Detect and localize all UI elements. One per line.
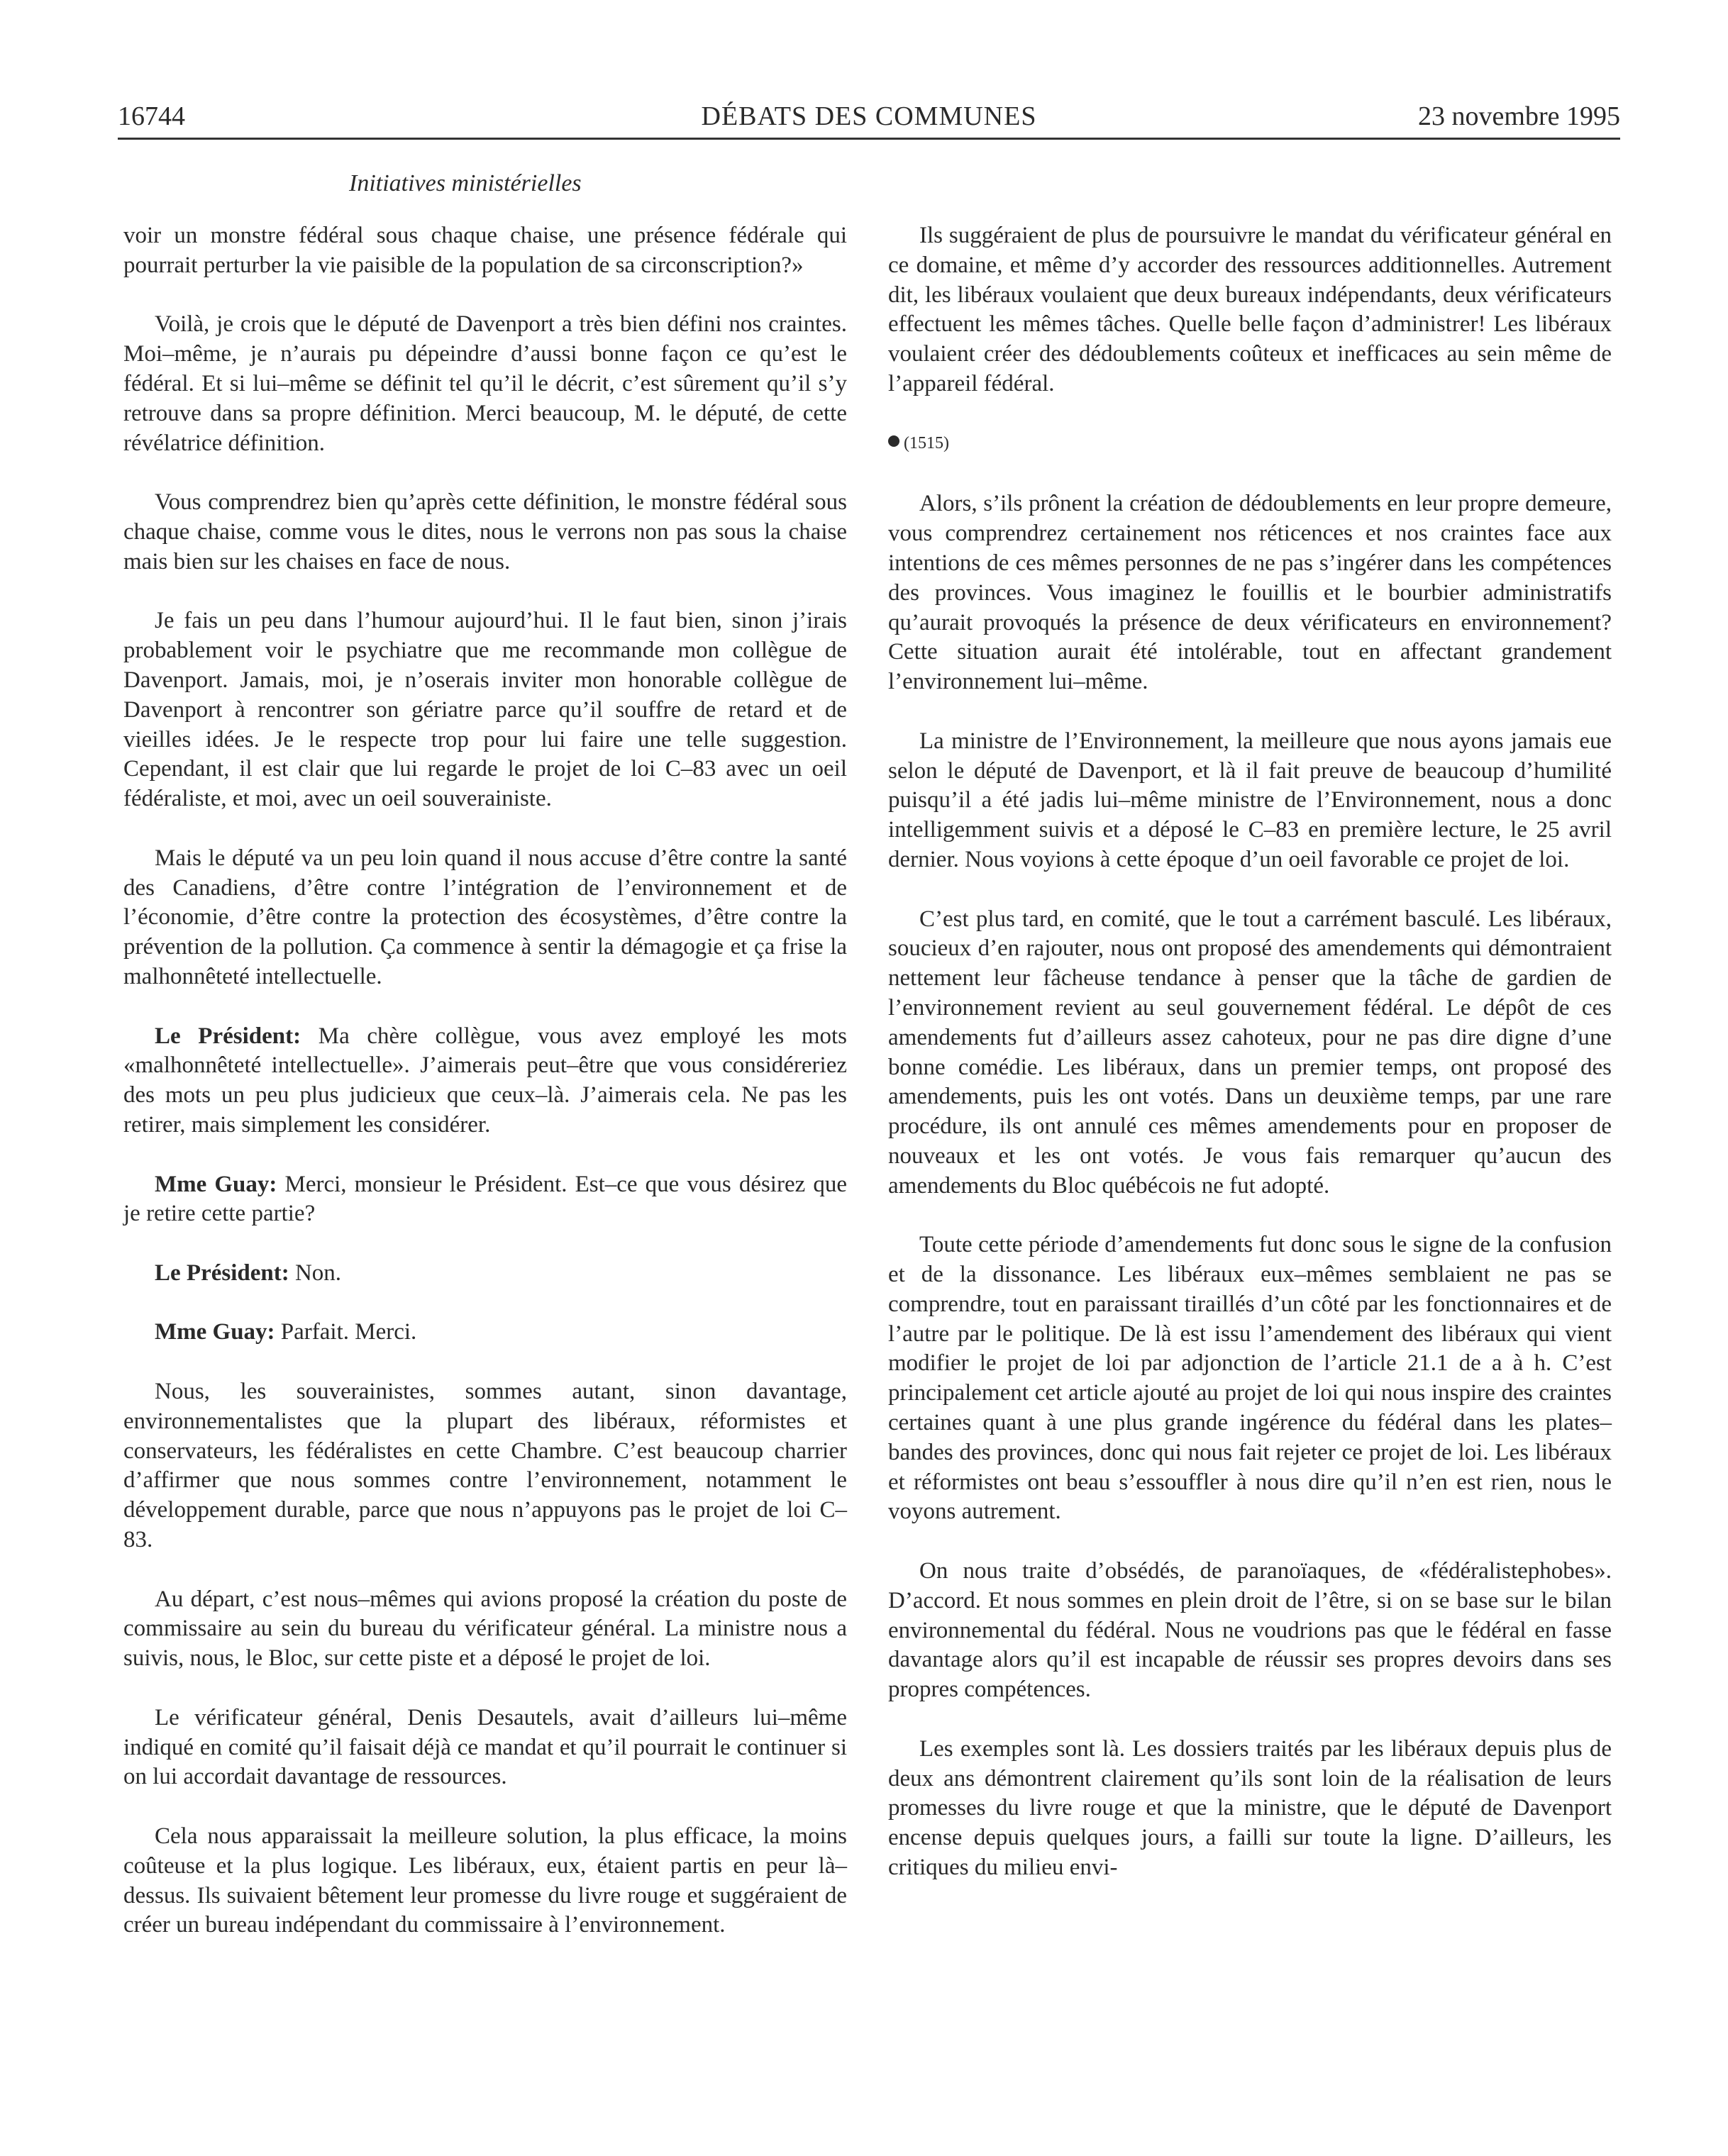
body-paragraph: Toute cette période d’amendements fut donc sous le signe de la confusion et de la dissonance. Les libéraux eux–mêmes semblaient ne pas se comprendre, tout en paraissant tiraillés d’un côté par les fonctionnaires et de l’autre par le politique. De là est issu l’amendement des libéraux qui vient modifier le projet de loi par adjonction de l’article 21.1 de a à h. C’est principalement cet article ajouté au projet de loi qui nous inspire des craintes certaines quant à une plus grande ingérence du fédéral dans les plates–bandes des provinces, donc qui nous fait rejeter ce projet de loi. Les libéraux et réformistes ont beau s’essouffler à nous dire qu’il n’en est rien, nous le voyons autrement. (888, 1232, 1612, 1525)
speaker-name: Mme Guay: (155, 1319, 275, 1345)
speech-text: Non. (294, 1260, 342, 1286)
speech-text: Parfait. Merci. (280, 1319, 417, 1345)
speaker-name: Le Président: (155, 1023, 301, 1049)
speaker-name: Mme Guay: (155, 1171, 277, 1197)
body-paragraph: C’est plus tard, en comité, que le tout a carrément basculé. Les libéraux, soucieux d’en rajouter, nous ont proposé des amendements qui démontraient nettement leur fâcheuse tendance à penser que la tâche de gardien de l’environnement revient au seul gouvernement fédéral. Le dépôt de ces amendements fut d’ailleurs assez cahoteux, pour ne pas dire digne d’une bonne comédie. Les libéraux, dans un premier temps, ont proposé des amendements, puis les ont votés. Dans un deuxième temps, par une rare procédure, ils ont annulé ces mêmes amendements pour en proposer de nouveaux et les ont votés. Je vous fais remarquer qu’aucun des amendements du Bloc québécois ne fut adopté. (888, 906, 1612, 1199)
header-date: 23 novembre 1995 (1418, 101, 1620, 131)
body-paragraph: Ils suggéraient de plus de poursuivre le mandat du vérificateur général en ce domaine, et même d’y accorder des ressources additionnelles. Autrement dit, les libéraux voulaient que deux bureaux indépendants, deux vérificateurs effectuent les mêmes tâches. Quelle belle façon d’administrer! Les libéraux voulaient créer des dédoublements coûteux et inefficaces au sein même de l’appareil fédéral. (888, 223, 1612, 396)
body-paragraph: Nous, les souverainistes, sommes autant, sinon davantage, environnementalistes que la plupart des libéraux, réformistes et conservateurs, les fédéralistes en cette Chambre. C’est beaucoup charrier d’affirmer que nous sommes contre l’environnement, notamment le développement durable, parce que nous n’appuyons pas le projet de loi C–83. (123, 1379, 847, 1553)
section-label: Initiatives ministérielles (349, 170, 582, 196)
speech-paragraph (123, 1259, 847, 1289)
speech-paragraph (123, 1170, 847, 1230)
speaker-name: Le Président: (155, 1260, 289, 1286)
page-header (118, 98, 1620, 135)
page-number: 16744 (118, 101, 185, 131)
speech-paragraph (123, 1022, 847, 1140)
body-paragraph: Cela nous apparaissait la meilleure solution, la plus efficace, la moins coûteuse et la plus logique. Les libéraux, eux, étaient partis en peur là–dessus. Ils suivaient bêtement leur promesse du livre rouge et suggéraient de créer un bureau indépendant du commissaire à l’environnement. (123, 1823, 847, 1938)
time-marker (888, 429, 1612, 459)
body-paragraph: Je fais un peu dans l’humour aujourd’hui. Il le faut bien, sinon j’irais probablement voir le psychiatre que me recommande mon collègue de Davenport. Jamais, moi, je n’oserais inviter mon honorable collègue de Davenport à rencontrer son gériatre parce qu’il souffre de retard et de vieilles idées. Je le respecte trop pour lui faire une telle suggestion. Cependant, il est clair que lui regarde le projet de loi C–83 avec un oeil fédéraliste, et moi, avec un oeil souverainiste. (123, 608, 847, 812)
speech-text: Ma chère collègue, vous avez employé les mots «malhonnêteté intellectuelle». J’aimerais peut–être que vous considéreriez des mots un peu plus judicieux que ceux–là. J’aimerais cela. Ne pas les retirer, mais simplement les considérer. (123, 1023, 848, 1138)
body-paragraph: Alors, s’ils prônent la création de dédoublements en leur propre demeure, vous comprendrez certainement nos réticences et nos craintes face aux intentions de ces mêmes personnes de ne pas s’ingérer dans les compétences des provinces. Vous imaginez le fouillis et le bourbier administratifs qu’aurait provoqués la présence de deux vérificateurs en environnement? Cette situation aurait été intolérable, tout en affectant grandement l’environnement lui–même. (888, 491, 1612, 695)
body-paragraph: Mais le député va un peu loin quand il nous accuse d’être contre la santé des Canadiens, d’être contre l’intégration de l’environnement et de l’économie, d’être contre la protection des écosystèmes, d’être contre la prévention de la pollution. Ça commence à sentir la démagogie et ça frise la malhonnêteté intellectuelle. (123, 845, 847, 989)
bullet-dot-icon (888, 435, 899, 447)
speech-paragraph (123, 1318, 847, 1348)
body-paragraph: Voilà, je crois que le député de Davenport a très bien défini nos craintes. Moi–même, je n’aurais pu dépeindre d’aussi bonne façon ce qu’est le fédéral. Et si lui–même se définit tel qu’il le décrit, c’est sûrement qu’il s’y retrouve dans sa propre définition. Merci beaucoup, M. le député, de cette révélatrice définition. (123, 311, 847, 456)
body-paragraph: La ministre de l’Environnement, la meilleure que nous ayons jamais eue selon le député de Davenport, et là il fait preuve de beaucoup d’humilité puisqu’il a été jadis lui–même ministre de l’Environnement, nous a donc intelligemment suivis et a déposé le C–83 en première lecture, le 25 avril dernier. Nous voyions à cette époque d’un oeil favorable ce projet de loi. (888, 728, 1612, 872)
body-paragraph: Les exemples sont là. Les dossiers traités par les libéraux depuis plus de deux ans démontrent clairement qu’ils sont loin de la réalisation de leurs promesses du livre rouge et que la ministre, que le député de Davenport encense depuis quelques jours, a failli sur toute la ligne. D’ailleurs, les critiques du milieu envi- (888, 1735, 1612, 1881)
right-column (888, 221, 1612, 1913)
journal-title: DÉBATS DES COMMUNES (701, 101, 1037, 131)
left-column (123, 221, 847, 1970)
body-paragraph: voir un monstre fédéral sous chaque chaise, une présence fédérale qui pourrait perturber la vie paisible de la population de sa circonscription?» (123, 223, 847, 278)
body-paragraph: Le vérificateur général, Denis Desautels, avait d’ailleurs lui–même indiqué en comité qu’il faisait déjà ce mandat et qu’il pourrait le continuer si on lui accordait davantage de ressources. (123, 1704, 847, 1790)
header-rule (118, 138, 1620, 140)
time-marker-text: (1515) (904, 433, 949, 452)
body-paragraph: Au départ, c’est nous–mêmes qui avions proposé la création du poste de commissaire au sein du bureau du vérificateur général. La ministre nous a suivis, nous, le Bloc, sur cette piste et a déposé le projet de loi. (123, 1586, 847, 1672)
body-paragraph: On nous traite d’obsédés, de paranoïaques, de «fédéralistephobes». D’accord. Et nous sommes en plein droit de l’être, si on se base sur le bilan environnemental du fédéral. Nous ne voudrions pas que le fédéral en fasse davantage alors qu’il est incapable de réussir ses propres devoirs dans ses propres compétences. (888, 1558, 1612, 1703)
speech-text: Merci, monsieur le Président. Est–ce que vous désirez que je retire cette partie? (123, 1171, 848, 1227)
body-paragraph: Vous comprendrez bien qu’après cette définition, le monstre fédéral sous chaque chaise, comme vous le dites, nous le verrons non pas sous la chaise mais bien sur les chaises en face de nous. (123, 489, 847, 574)
